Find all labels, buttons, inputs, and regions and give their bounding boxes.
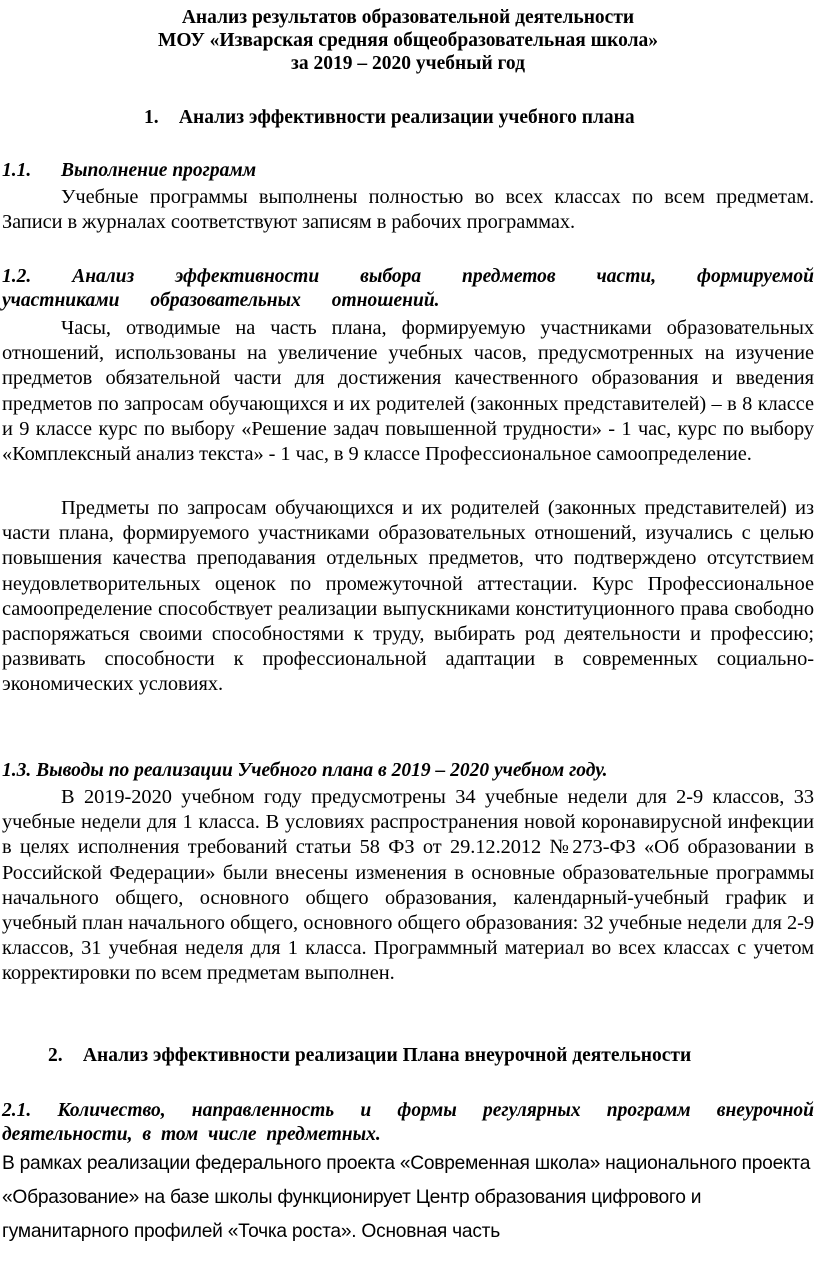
- subsection-1-2-paragraph-1: Часы, отводимые на часть плана, формируемую участниками образовательных отношений, использованы на увеличение учебных часов, предусмотренных на изучение предметов обязательной части для достижения качественного образования и введения предметов по запросам обучающихся и их родителей (законных представителей) – в 8 классе и 9 классе курс по выбору «Решение задач повышенной трудности» - 1 час, курс по выбору «Комплексный анализ текста» - 1 час, в 9 классе Профессиональное самоопределение.: [2, 317, 814, 466]
- subsection-1-2-paragraph-2: Предметы по запросам обучающихся и их родителей (законных представителей) из части плана, формируемого участниками образовательных отношений, изучались с целью повышения качества преподавания отдельных предметов, что подтверждено отсутствием неудовлетворительных оценок по промежуточной аттестации. Курс Профессиональное самоопределение способствует реализации выпускниками конституционного права свободно распоряжаться своими способностями к труду, выбирать род деятельности и профессию; развивать способности к профессиональной адаптации в современных социально-экономических условиях.: [2, 497, 814, 696]
- subsection-1-1-text: Учебные программы выполнены полностью во всех классах по всем предметам. Записи в журналах соответствуют записям в рабочих программах.: [2, 186, 814, 234]
- subsection-2-1-text: В рамках реализации федерального проекта «Современная школа» национального проекта «Образование» на базе школы функционирует Центр образования цифрового и гуманитарного профилей «Точка роста». Основная часть: [2, 1153, 811, 1242]
- subsection-2-1-heading: 2.1. Количество, направленность и формы регулярных программ внеурочной деятельности, в том числе предметных.: [2, 1100, 814, 1145]
- section-1-number: 1.: [144, 107, 159, 128]
- subsection-1-1-number: 1.1.: [2, 160, 32, 181]
- subsection-1-3-heading: 1.3. Выводы по реализации Учебного плана в 2019 – 2020 учебном году.: [2, 760, 608, 781]
- section-2-number: 2.: [48, 1045, 63, 1066]
- title-line-2: МОУ «Изварская средняя общеобразовательная школа»: [157, 30, 659, 51]
- subsection-1-1-title: Выполнение программ: [61, 160, 257, 181]
- section-1-heading: [144, 106, 635, 130]
- section-2-title: Анализ эффективности реализации Плана внеурочной деятельности: [82, 1045, 692, 1066]
- subsection-1-3-text: В 2019-2020 учебном году предусмотрены 34 учебные недели для 2-9 классов, 33 учебные недели для 1 класса. В условиях распространения новой коронавирусной инфекции в целях исполнения требований статьи 58 ФЗ от 29.12.2012 №273-ФЗ «Об образовании в Российской Федерации» были внесены изменения в основные образовательные программы начального общего, основного общего образования, календарный-учебный график и учебный план начального общего, основного общего образования: 32 учебные недели для 2-9 классов, 31 учебная неделя для 1 класса. Программный материал во всех классах с учетом корректировки по всем предметам выполнен.: [2, 786, 814, 985]
- title-line-3: за 2019 – 2020 учебный год: [291, 53, 525, 74]
- subsection-1-2-heading: 1.2. Анализ эффективности выбора предметов части, формируемой участниками образовательных отношений.: [2, 266, 814, 311]
- title-line-1: Анализ результатов образовательной деятельности: [181, 7, 635, 28]
- section-1-title: Анализ эффективности реализации учебного плана: [178, 107, 635, 128]
- document-title: [0, 0, 816, 75]
- subsection-1-1-heading: [2, 159, 814, 183]
- section-2-heading: [48, 1044, 691, 1068]
